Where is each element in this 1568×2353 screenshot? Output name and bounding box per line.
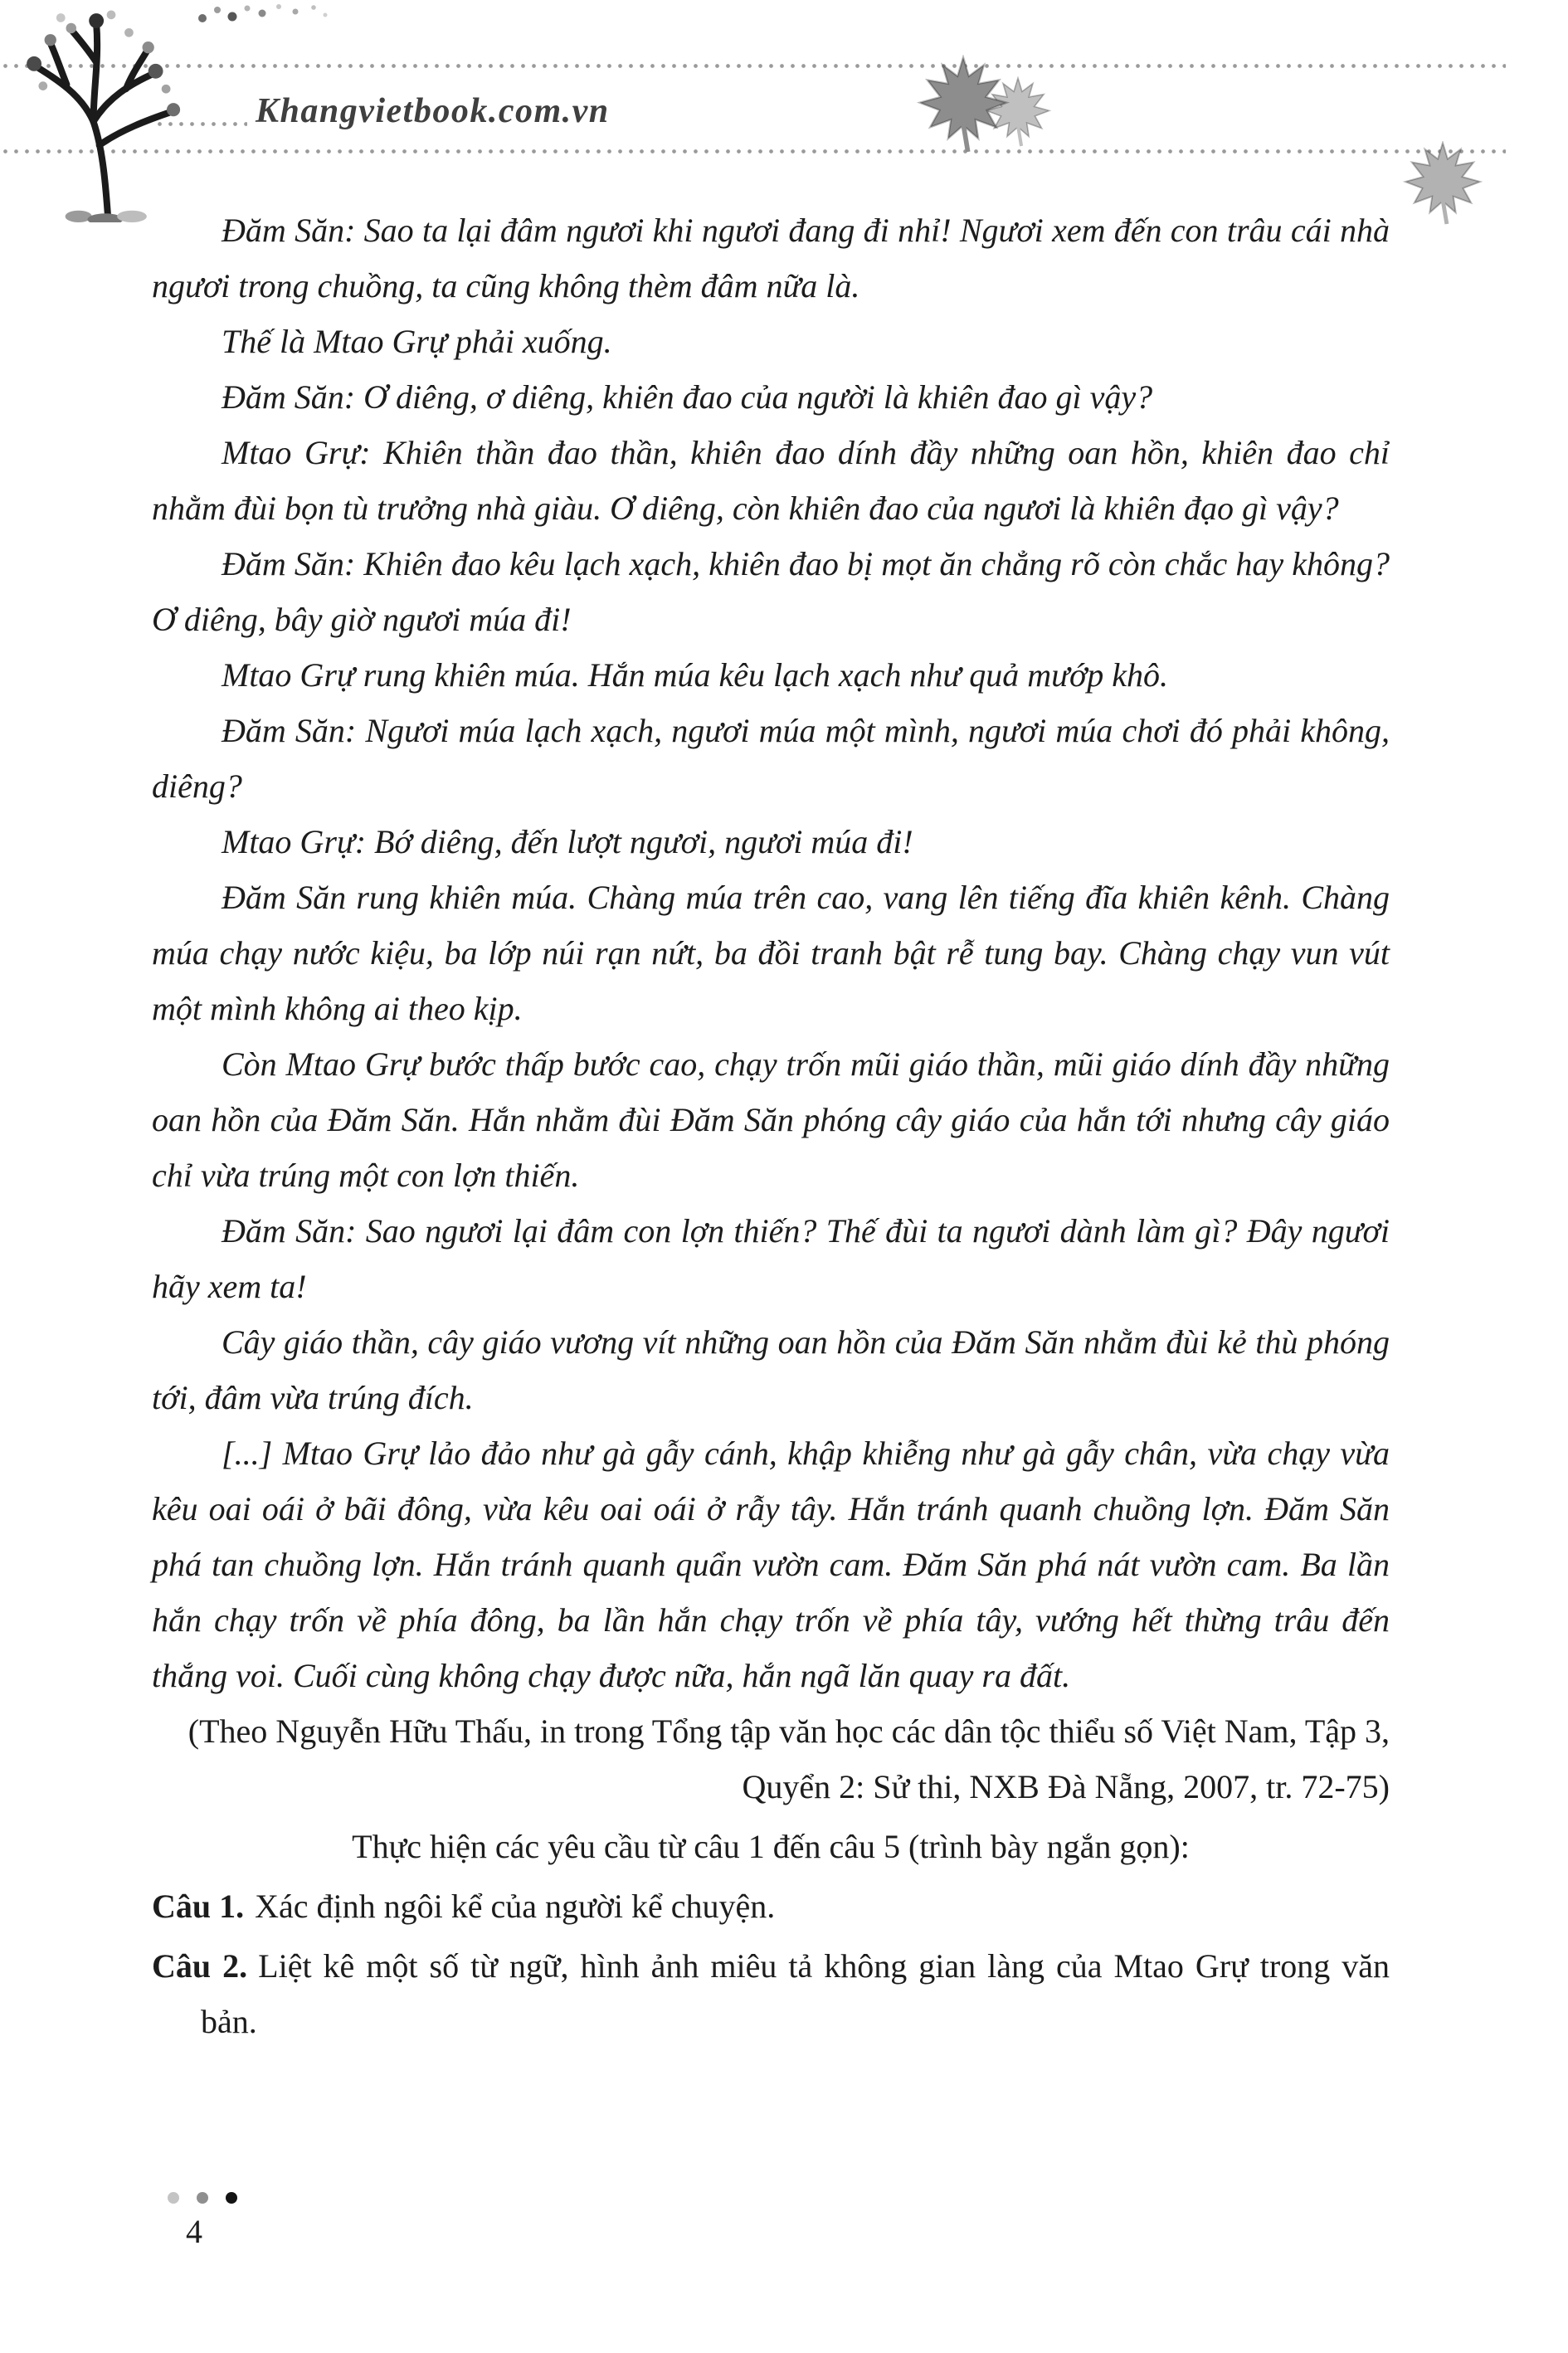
footer-dot-icon [168, 2192, 179, 2204]
text-content [152, 202, 1390, 2049]
paragraph: Đăm Săn rung khiên múa. Chàng múa trên cao, vang lên tiếng đĩa khiên kênh. Chàng múa chạy nước kiệu, ba lớp núi rạn nứt, ba đồi tranh bật rễ tung bay. Chàng chạy vun vút một mình không ai theo kịp. [152, 879, 1390, 1027]
website-name: Khangvietbook.com.vn [256, 92, 610, 130]
maple-leaf-icon [1402, 141, 1483, 226]
page-header [0, 0, 1568, 232]
tree-icon [22, 0, 201, 222]
footer-dot-icon [226, 2192, 237, 2204]
paragraph: Đăm Săn: Ơ diêng, ơ diêng, khiên đao của người là khiên đao gì vậy? [222, 378, 1153, 416]
paragraph: Đăm Săn: Sao ngươi lại đâm con lợn thiến? Thế đùi ta ngươi dành làm gì? Đây ngươi hãy xem ta! [152, 1212, 1390, 1305]
question-1-text: Xác định ngôi kể của người kể chuyện. [255, 1888, 776, 1925]
instruction: Thực hiện các yêu cầu từ câu 1 đến câu 5 (trình bày ngắn gọn): [352, 1828, 1190, 1865]
page-number: 4 [186, 2213, 202, 2250]
paragraph: Đăm Săn: Sao ta lại đâm ngươi khi ngươi đang đi nhỉ! Ngươi xem đến con trâu cái nhà ngươi trong chuồng, ta cũng không thèm đâm nữa là. [152, 212, 1390, 304]
paragraph: Còn Mtao Grự bước thấp bước cao, chạy trốn mũi giáo thần, mũi giáo dính đầy những oan hồn của Đăm Săn. Hắn nhằm đùi Đăm Săn phóng cây giáo của hắn tới nhưng cây giáo chỉ vừa trúng một con lợn thiến. [152, 1045, 1390, 1194]
dotted-divider [0, 63, 1506, 69]
question-2-text: Liệt kê một số từ ngữ, hình ảnh miêu tả không gian làng của Mtao Grự trong văn bản. [201, 1947, 1390, 2040]
footer-dot-icon [197, 2192, 208, 2204]
paragraph: Thế là Mtao Grự phải xuống. [222, 323, 612, 360]
paragraph: Mtao Grự: Khiên thần đao thần, khiên đao dính đầy những oan hồn, khiên đao chỉ nhằm đùi bọn tù trưởng nhà giàu. Ơ diêng, còn khiên đao của ngươi là khiên đạo gì vậy? [152, 434, 1390, 527]
question-2-label: Câu 2. [152, 1947, 248, 1985]
question-2 [152, 1938, 1390, 2049]
footer-dots-decoration [168, 2192, 237, 2204]
paragraph: Cây giáo thần, cây giáo vương vít những oan hồn của Đăm Săn nhằm đùi kẻ thù phóng tới, đâm vừa trúng đích. [152, 1323, 1390, 1416]
paragraph: Mtao Grự: Bớ diêng, đến lượt ngươi, ngươi múa đi! [222, 823, 913, 860]
question-1-label: Câu 1. [152, 1888, 245, 1925]
question-1 [152, 1878, 1390, 1934]
paragraph: [...] Mtao Grự lảo đảo như gà gẫy cánh, khập khiễng như gà gẫy chân, vừa chạy vừa kêu oai oái ở bãi đông, vừa kêu oai oái ở rẫy tây. Hắn tránh quanh chuồng lợn. Đăm Săn phá tan chuồng lợn. Hắn tránh quanh quẩn vườn cam. Đăm Săn phá nát vườn cam. Ba lần hắn chạy trốn về phía đông, ba lần hắn chạy trốn về phía tây, vướng hết thừng trâu đến thắng voi. Cuối cùng không chạy được nữa, hắn ngã lăn quay ra đất. [152, 1435, 1390, 1694]
source-citation: (Theo Nguyễn Hữu Thấu, in trong Tổng tập văn học các dân tộc thiểu số Việt Nam, Tập 3, Quyển 2: Sử thi, NXB Đà Nẵng, 2007, tr. 72-75) [187, 1712, 1390, 1805]
paragraph: Đăm Săn: Ngươi múa lạch xạch, ngươi múa một mình, ngươi múa chơi đó phải không, diêng? [152, 712, 1390, 805]
dotted-divider [0, 149, 1506, 154]
maple-leaf-icon [916, 55, 1010, 154]
leaf-sprig-icon [192, 2, 334, 46]
paragraph: Mtao Grự rung khiên múa. Hắn múa kêu lạch xạch như quả mướp khô. [222, 656, 1169, 694]
paragraph: Đăm Săn: Khiên đao kêu lạch xạch, khiên đao bị mọt ăn chẳng rõ còn chắc hay không? Ơ diêng, bây giờ ngươi múa đi! [152, 545, 1390, 638]
